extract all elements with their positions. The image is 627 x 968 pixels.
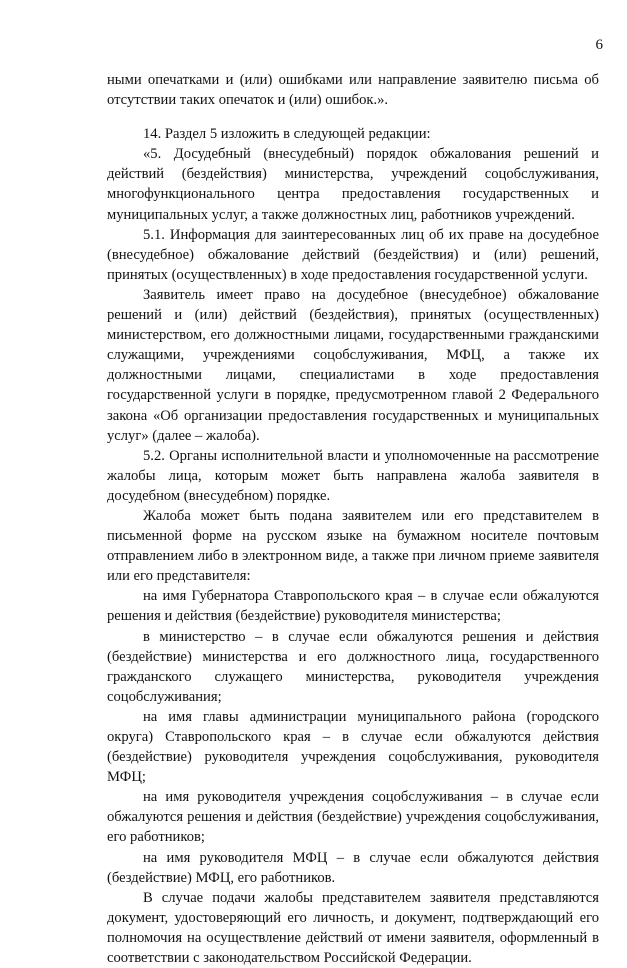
paragraph: В случае подачи жалобы представителем заявителя представляются документ, удостоверяющий его личность, и документ, подтверждающий его полномочия на осуществление действий от имени заявителя, оформленный в соответствии с законодательством Российской Федерации. [107, 889, 599, 967]
paragraph: на имя руководителя МФЦ – в случае если обжалуются действия (бездействие) МФЦ, его работников. [107, 849, 599, 886]
paragraph: на имя Губернатора Ставропольского края – в случае если обжалуются решения и действия (бездействие) руководителя министерства; [107, 588, 599, 625]
page-number: 6 [595, 37, 603, 53]
paragraph: в министерство – в случае если обжалуются решения и действия (бездействие) министерства и его должностного лица, государственного гражданского служащего министерства, руководителя учреждения соцобслуживания; [107, 628, 599, 705]
document-body [107, 70, 599, 968]
paragraph: 5.2. Органы исполнительной власти и уполномоченные на рассмотрение жалобы лица, которым может быть направлена жалоба заявителя в досудебном (внесудебном) порядке. [107, 447, 599, 504]
paragraph: ными опечатками и (или) ошибками или направление заявителю письма об отсутствии таких опечаток и (или) ошибок.». [107, 72, 599, 109]
paragraph: на имя главы администрации муниципального района (городского округа) Ставропольского края – в случае если обжалуются действия (бездействие) руководителя учреждения соцобслуживания, руководителя МФЦ; [107, 708, 599, 786]
paragraph: «5. Досудебный (внесудебный) порядок обжалования решений и действий (бездействия) министерства, учреждений соцобслуживания, многофункционального центра предоставления государственных и муниципальных услуг, а также должностных лиц, работников учреждений. [107, 146, 599, 223]
paragraph: Заявитель имеет право на досудебное (внесудебное) обжалование решений и (или) действий (бездействия), принятых (осуществленных) министерством, его должностными лицами, государственными гражданскими служащими, учреждениями соцобслуживания, МФЦ, а также их должностными лицами, специалистами в ходе предоставления государственной услуги в порядке, предусмотренном главой 2 Федерального закона «Об организации предоставления государственных и муниципальных услуг» (далее – жалоба). [107, 286, 599, 444]
paragraph: Жалоба может быть подана заявителем или его представителем в письменной форме на русском языке на бумажном носителе почтовым отправлением либо в электронном виде, а также при личном приеме заявителя или его представителя: [107, 507, 599, 585]
paragraph: на имя руководителя учреждения соцобслуживания – в случае если обжалуются решения и действия (бездействие) учреждения соцобслуживания, его работников; [107, 789, 599, 846]
paragraph: 14. Раздел 5 изложить в следующей редакции: [143, 126, 431, 143]
paragraph: 5.1. Информация для заинтересованных лиц об их праве на досудебное (внесудебное) обжалование действий (бездействия) и (или) решений, принятых (осуществленных) в ходе предоставления государственной услуги. [107, 226, 599, 283]
